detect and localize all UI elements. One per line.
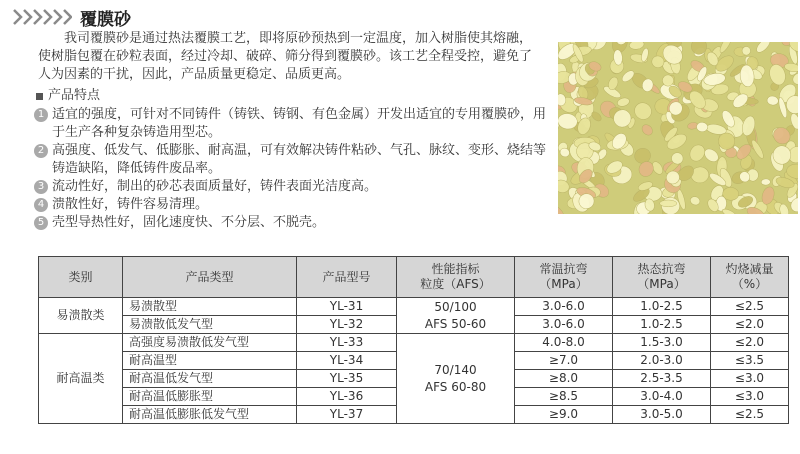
- ignition-loss-cell: ≤3.5: [711, 352, 789, 370]
- product-type-cell: 高强度易溃散低发气型: [123, 334, 297, 352]
- cold-strength-cell: ≥8.5: [515, 388, 613, 406]
- model-cell: YL-31: [297, 298, 397, 316]
- product-type-cell: 耐高温低膨胀低发气型: [123, 406, 297, 424]
- header-cold-line1: 常温抗弯: [539, 262, 588, 276]
- cold-strength-cell: ≥9.0: [515, 406, 613, 424]
- model-cell: YL-34: [297, 352, 397, 370]
- sand-grain: [687, 142, 708, 164]
- hot-strength-cell: 3.0-5.0: [613, 406, 711, 424]
- header-model: 产品型号: [297, 257, 397, 298]
- sand-grain: [773, 146, 791, 165]
- header-grain-line2: 粒度（AFS）: [420, 277, 491, 291]
- table-row: [39, 334, 789, 352]
- grain-line1: 70/140: [434, 362, 477, 377]
- feature-item: [34, 142, 550, 178]
- feature-item: [34, 196, 550, 214]
- chevron-arrows-icon: [12, 6, 72, 28]
- sand-grain: [696, 122, 708, 132]
- table-header-row: [39, 257, 789, 298]
- cold-strength-cell: ≥8.0: [515, 370, 613, 388]
- sand-grains-image: [558, 42, 798, 214]
- ignition-loss-cell: ≤2.0: [711, 316, 789, 334]
- coated-sand-photo: [558, 42, 798, 214]
- model-cell: YL-37: [297, 406, 397, 424]
- feature-text: 高强度、低发气、低膨胀、耐高温，可有效解决铸件粘砂、气孔、脉纹、变形、烧结等铸造缺陷，降低铸件废品率。: [52, 143, 547, 176]
- header-product-type: 产品类型: [123, 257, 297, 298]
- sand-grain: [750, 139, 766, 160]
- sand-grain: [640, 47, 649, 62]
- header-grain-line1: 性能指标: [431, 262, 480, 276]
- sand-grain: [718, 42, 734, 54]
- product-spec-table: [38, 256, 789, 424]
- page-title: 覆膜砂: [80, 10, 131, 30]
- product-type-cell: 耐高温低膨胀型: [123, 388, 297, 406]
- sand-grain: [761, 179, 771, 186]
- ignition-loss-cell: ≤2.5: [711, 298, 789, 316]
- sand-grain: [640, 123, 655, 138]
- sand-grain: [689, 195, 701, 206]
- model-cell: YL-36: [297, 388, 397, 406]
- square-bullet-icon: [36, 93, 43, 100]
- feature-item: [34, 214, 550, 232]
- sand-grain: [766, 95, 779, 106]
- header-category: 类别: [39, 257, 123, 298]
- category-cell: 耐高温类: [39, 334, 123, 424]
- product-type-cell: 耐高温型: [123, 352, 297, 370]
- hot-strength-cell: 2.5-3.5: [613, 370, 711, 388]
- product-type-cell: 耐高温低发气型: [123, 370, 297, 388]
- numbered-circle-icon: 2: [34, 144, 48, 158]
- header-grain: [397, 257, 515, 298]
- numbered-circle-icon: 4: [34, 198, 48, 212]
- hot-strength-cell: 2.0-3.0: [613, 352, 711, 370]
- features-heading: [36, 87, 100, 105]
- sand-grain: [629, 42, 645, 50]
- ignition-loss-cell: ≤2.5: [711, 406, 789, 424]
- grain-cell: [397, 298, 515, 334]
- hot-strength-cell: 3.0-4.0: [613, 388, 711, 406]
- model-cell: YL-32: [297, 316, 397, 334]
- features-heading-label: 产品特点: [48, 88, 101, 103]
- grain-line2: AFS 50-60: [424, 316, 487, 331]
- header-ignition-loss: [711, 257, 789, 298]
- hot-strength-cell: 1.0-2.5: [613, 298, 711, 316]
- header-hot-line2: （MPa）: [637, 277, 686, 291]
- feature-text: 溃散性好，铸件容易清理。: [52, 197, 209, 212]
- feature-text: 适宜的强度，可针对不同铸件（铸铁、铸钢、有色金属）开发出适宜的专用覆膜砂，用于生产各种复杂铸造用型芯。: [52, 107, 547, 140]
- numbered-circle-icon: 3: [34, 180, 48, 194]
- intro-paragraph: 我司覆膜砂是通过热法覆膜工艺，即将原砂预热到一定温度，加入树脂使其熔融，使树脂包覆在砂粒表面，经过冷却、破碎、筛分得到覆膜砂。该工艺全程受控，避免了人为因素的干扰，因此，产品质量更稳定、品质更高。: [38, 31, 533, 82]
- hot-strength-cell: 1.0-2.5: [613, 316, 711, 334]
- features-list: [34, 106, 550, 232]
- cold-strength-cell: 4.0-8.0: [515, 334, 613, 352]
- cold-strength-cell: ≥7.0: [515, 352, 613, 370]
- model-cell: YL-33: [297, 334, 397, 352]
- product-type-cell: 易溃散低发气型: [123, 316, 297, 334]
- table-row: [39, 298, 789, 316]
- ignition-loss-cell: ≤3.0: [711, 388, 789, 406]
- header-hot-line1: 热态抗弯: [637, 262, 686, 276]
- cold-strength-cell: 3.0-6.0: [515, 298, 613, 316]
- header-loss-line1: 灼烧减量: [725, 262, 774, 276]
- header-cold-strength: [515, 257, 613, 298]
- cold-strength-cell: 3.0-6.0: [515, 316, 613, 334]
- feature-item: [34, 178, 550, 196]
- feature-text: 流动性好，制出的砂芯表面质量好，铸件表面光洁度高。: [52, 179, 378, 194]
- feature-item: [34, 106, 550, 142]
- product-type-cell: 易溃散型: [123, 298, 297, 316]
- sand-grain: [558, 203, 566, 214]
- category-cell: 易溃散类: [39, 298, 123, 334]
- grain-line2: AFS 60-80: [424, 379, 487, 394]
- sand-grain: [754, 42, 772, 55]
- ignition-loss-cell: ≤3.0: [711, 370, 789, 388]
- feature-text: 壳型导热性好，固化速度快、不分层、不脱壳。: [52, 215, 326, 230]
- grain-line1: 50/100: [434, 299, 477, 314]
- sand-grain: [660, 200, 677, 207]
- header-hot-strength: [613, 257, 711, 298]
- ignition-loss-cell: ≤2.0: [711, 334, 789, 352]
- grain-cell: [397, 334, 515, 424]
- sand-grain: [616, 97, 630, 108]
- hot-strength-cell: 1.5-3.0: [613, 334, 711, 352]
- model-cell: YL-35: [297, 370, 397, 388]
- header-loss-line2: （%）: [731, 277, 768, 291]
- header-cold-line2: （MPa）: [539, 277, 588, 291]
- numbered-circle-icon: 5: [34, 216, 48, 230]
- numbered-circle-icon: 1: [34, 108, 48, 122]
